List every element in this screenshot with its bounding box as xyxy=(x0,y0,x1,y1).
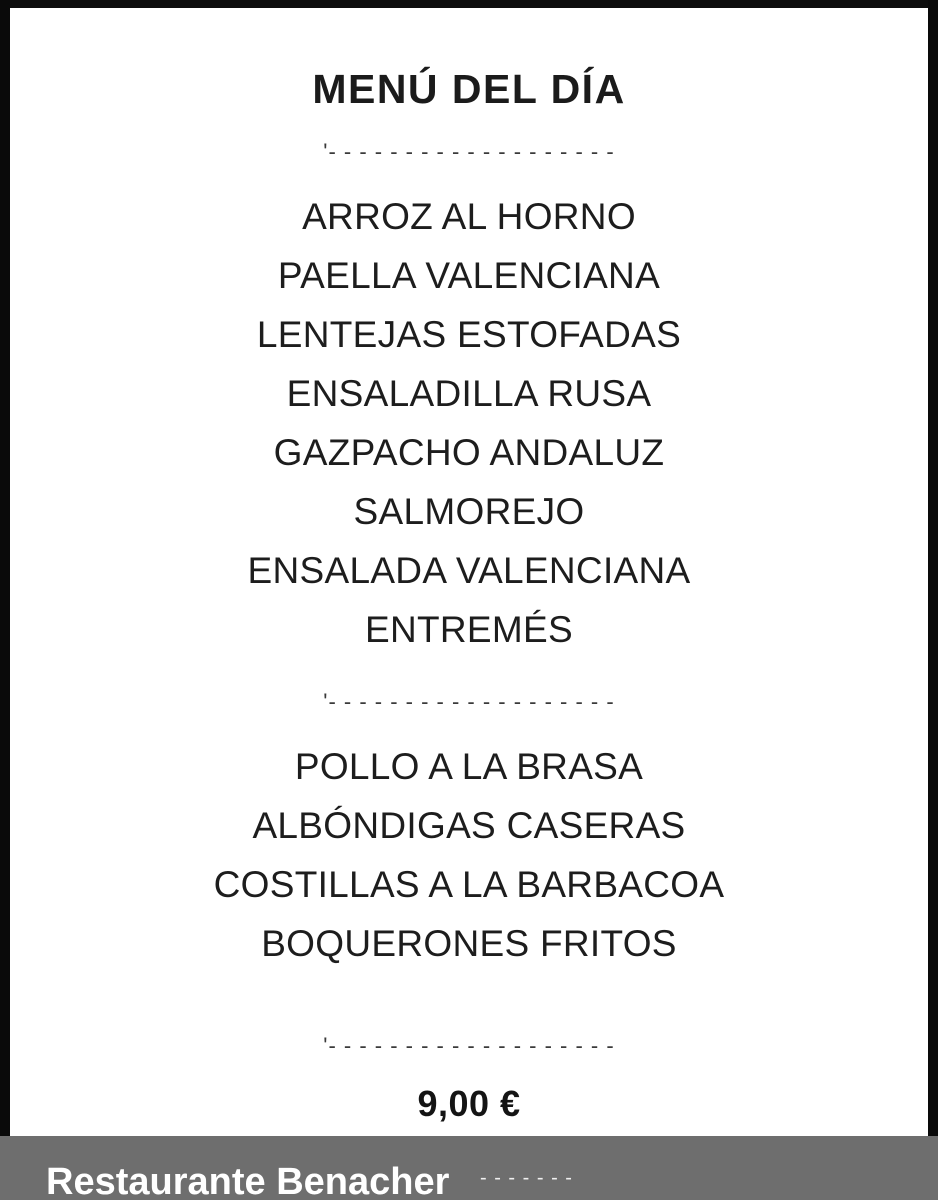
page-title: MENÚ DEL DÍA xyxy=(312,66,626,112)
list-item: ENSALADILLA RUSA xyxy=(286,373,652,414)
list-item: COSTILLAS A LA BARBACOA xyxy=(213,864,725,905)
divider-middle: '- - - - - - - - - - - - - - - - - - - xyxy=(323,689,615,714)
list-item: LENTEJAS ESTOFADAS xyxy=(256,314,682,355)
footer-bar xyxy=(0,1136,938,1200)
list-item: ENTREMÉS xyxy=(365,609,573,650)
footer-divider: - - - - - - - xyxy=(480,1167,573,1189)
restaurant-name: Restaurante Benacher xyxy=(46,1161,450,1200)
list-item: POLLO A LA BRASA xyxy=(294,746,644,787)
list-item: ALBÓNDIGAS CASERAS xyxy=(252,805,686,846)
list-item: SALMOREJO xyxy=(353,491,585,532)
first-course-list xyxy=(10,187,928,659)
menu-card xyxy=(10,8,928,1136)
list-item: ARROZ AL HORNO xyxy=(302,196,636,237)
divider-bottom: '- - - - - - - - - - - - - - - - - - - xyxy=(323,1033,615,1058)
divider-top: '- - - - - - - - - - - - - - - - - - - xyxy=(323,139,615,164)
left-edge-band xyxy=(0,0,10,1200)
list-item: BOQUERONES FRITOS xyxy=(261,923,677,964)
list-item: PAELLA VALENCIANA xyxy=(277,255,661,296)
right-edge-band xyxy=(928,0,938,1200)
list-item: GAZPACHO ANDALUZ xyxy=(273,432,665,473)
second-course-list xyxy=(10,737,928,973)
menu-price: 9,00 € xyxy=(417,1083,521,1124)
top-edge-band xyxy=(0,0,938,8)
list-item: ENSALADA VALENCIANA xyxy=(247,550,691,591)
